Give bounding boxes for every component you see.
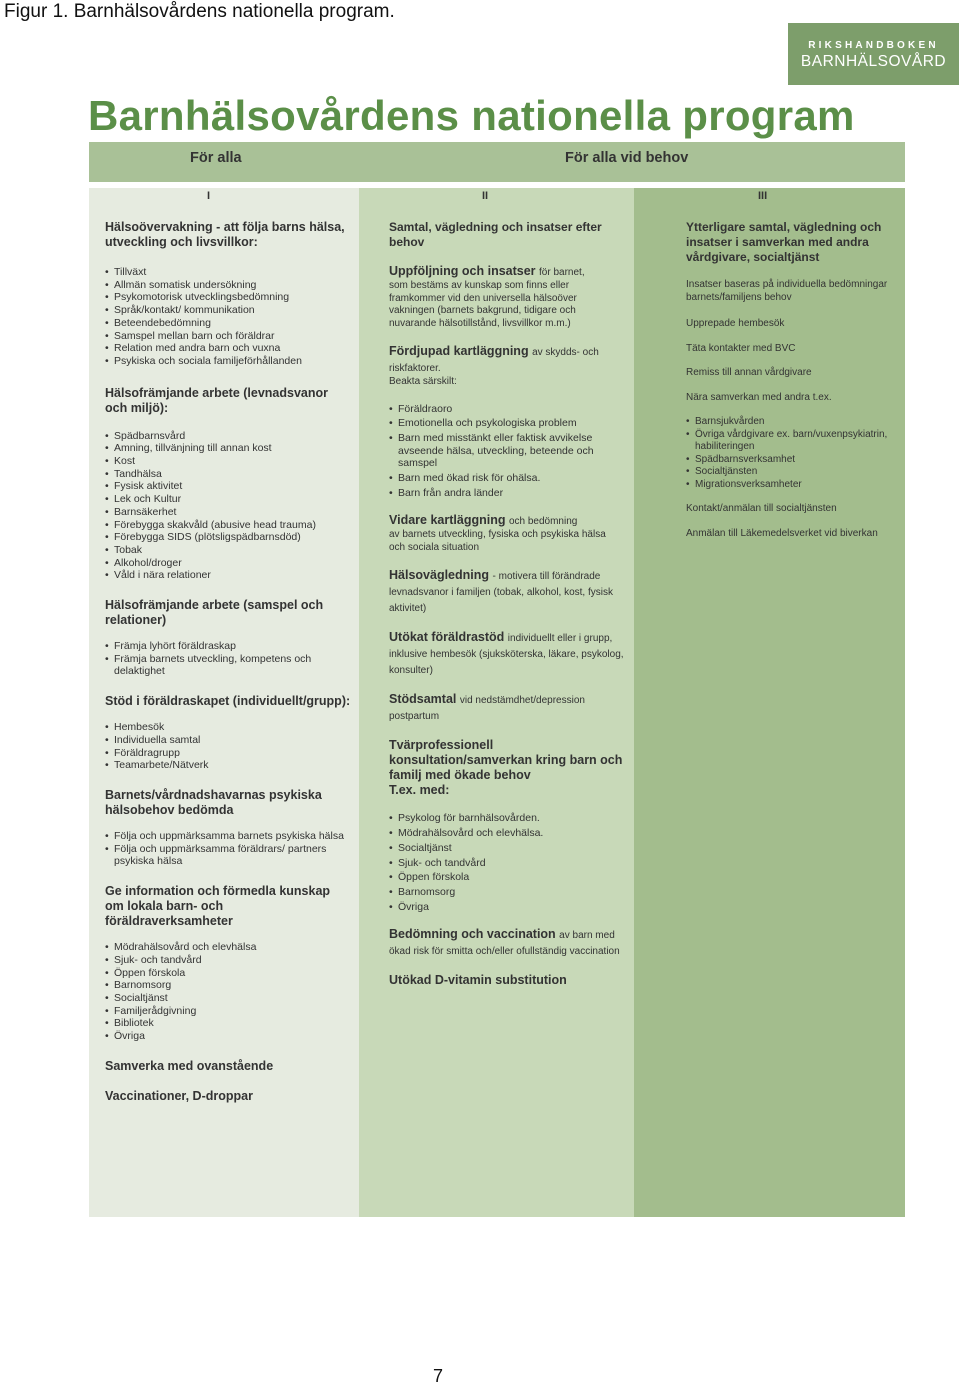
heading-sub: - motivera till förändrade levnadsvanor i familjen (tobak, alkohol, kost, fysisk aktivitet): [389, 571, 613, 615]
col2-section-heading: [389, 264, 624, 280]
heading-sub: för barnet,: [539, 267, 585, 278]
col1-list-5: [105, 830, 351, 868]
col1-section-heading: Vaccinationer, D-droppar: [105, 1088, 253, 1103]
list-item: • Språk/kontakt/ kommunikation: [105, 304, 351, 317]
column-universal: [89, 188, 359, 1217]
list-item: • Teamarbete/Nätverk: [105, 759, 351, 772]
heading-text: Bedömning och vaccination: [389, 927, 556, 942]
column-extended: [634, 188, 905, 1217]
list-item: • Följa och uppmärksamma barnets psykiska hälsa: [105, 830, 351, 843]
list-item: • Allmän somatisk undersökning: [105, 279, 351, 292]
col2-section-heading: [389, 513, 624, 529]
list-item: • Våld i nära relationer: [105, 569, 351, 582]
heading-text: Fördjupad kartläggning: [389, 344, 529, 358]
list-item: • Barn från andra länder: [389, 487, 624, 500]
col1-section-heading: Samverka med ovanstående: [105, 1058, 274, 1073]
list-item: • Bibliotek: [105, 1017, 351, 1030]
list-item: • Samspel mellan barn och föräldrar: [105, 330, 351, 343]
header-for-alla-vid-behov: För alla vid behov: [565, 150, 689, 166]
list-item: • Psykomotorisk utvecklingsbedömning: [105, 291, 351, 304]
rikshandboken-logo: [788, 23, 959, 85]
heading-sub: och bedömning: [508, 516, 578, 528]
list-item: • Tillväxt: [105, 266, 351, 279]
program-title: Barnhälsovårdens nationella program: [88, 92, 855, 139]
list-item: • Psykiska och sociala familjeförhållanden: [105, 355, 351, 368]
list-item: • Emotionella och psykologiska problem: [389, 417, 624, 430]
col2-paragraph: Beakta särskilt:: [389, 376, 457, 387]
col1-section-heading: Hälsofrämjande arbete (levnadsvanor och miljö):: [105, 385, 328, 415]
list-item: • Främja lyhört föräldraskap: [105, 640, 351, 653]
list-item: • Beteendebedömning: [105, 317, 351, 330]
list-item: • Spädbarnsverksamhet: [686, 454, 897, 467]
list-item: • Övriga vårdgivare ex. barn/vuxenpsykiatrin, habiliteringen: [686, 429, 897, 454]
list-item: • Sjuk- och tandvård: [105, 954, 351, 967]
col3-paragraph: Kontakt/anmälan till socialtjänsten: [686, 503, 837, 514]
list-item: • Alkohol/droger: [105, 557, 351, 570]
list-item: • Följa och uppmärksamma föräldrars/ partners psykiska hälsa: [105, 843, 351, 868]
heading-sub: individuellt eller i grupp, inklusive hembesök (sjuksköterska, läkare, psykolog, konsulter): [389, 633, 624, 677]
col3-paragraph: Anmälan till Läkemedelsverket vid biverkan: [686, 527, 878, 539]
col2-list-2: [389, 812, 624, 913]
list-item: • Mödrahälsovård och elevhälsa.: [389, 827, 624, 840]
col1-list-4: [105, 721, 351, 772]
col3-paragraph: Upprepade hembesök: [686, 318, 785, 329]
list-item: • Migrationsverksamheter: [686, 479, 897, 492]
col1-list-2: [105, 430, 351, 582]
roman-numeral-2: II: [482, 190, 489, 202]
list-item: • Familjerådgivning: [105, 1005, 351, 1018]
list-item: • Spädbarnsvård: [105, 430, 351, 443]
col2-paragraph: av barnets utveckling, fysiska och psykiska hälsa och sociala situation: [389, 529, 606, 553]
col1-section-heading: Hälsoövervakning - att följa barns hälsa, utveckling och livsvillkor:: [105, 220, 345, 249]
heading-sub: av barn med ökad risk för smitta och/eller ofullständig vaccination: [389, 930, 620, 958]
col2-section-heading: [389, 630, 624, 678]
list-item: • Barn med misstänkt eller faktisk avvikelse avseende hälsa, utveckling, beteende och samspel: [389, 432, 624, 470]
list-item: • Amning, tillvänjning till annan kost: [105, 442, 351, 455]
heading-sub: av skydds- och riskfaktorer.: [389, 347, 599, 374]
heading-text: Uppföljning och insatser: [389, 264, 536, 278]
col3-paragraph: Nära samverkan med andra t.ex.: [686, 391, 832, 403]
col3-paragraph: Insatser baseras på individuella bedömningar barnets/familjens behov: [686, 279, 888, 303]
list-item: • Lek och Kultur: [105, 493, 351, 506]
col3-list: [686, 416, 897, 491]
col1-list-6: [105, 941, 351, 1043]
list-item: • Barnomsorg: [389, 886, 624, 899]
list-item: • Barnsäkerhet: [105, 506, 351, 519]
list-item: • Förebygga SIDS (plötsligspädbarnsdöd): [105, 531, 351, 544]
list-item: • Socialtjänst: [105, 992, 351, 1005]
header-for-alla: För alla: [190, 150, 242, 166]
heading-text: Vidare kartläggning: [389, 513, 506, 528]
heading-text: Stödsamtal: [389, 692, 457, 707]
logo-bottom-text: BARNHÄLSOVÅRD: [800, 53, 947, 70]
heading-text: Hälsovägledning: [389, 568, 490, 583]
list-item: • Övriga: [389, 901, 624, 914]
col2-paragraph: som bestäms av kunskap som finns eller framkommer vid den universella hälsoöver vakningen (barnets bakgrund, tidigare och nuvarande hälsotillstånd, livsvillkor m.m.): [389, 280, 577, 329]
list-item: • Öppen förskola: [105, 967, 351, 980]
col2-content: [389, 220, 624, 988]
col1-list-1: [105, 266, 351, 368]
col2-section-heading: [389, 344, 624, 376]
col2-section-heading: Utökad D-vitamin substitution: [389, 973, 567, 988]
list-item: • Tobak: [105, 544, 351, 557]
col1-section-heading: Barnets/vårdnadshavarnas psykiska hälsobehov bedömda: [105, 787, 322, 817]
list-item: • Barnsjukvården: [686, 416, 897, 429]
col1-content: [105, 220, 351, 1104]
list-item: • Öppen förskola: [389, 871, 624, 884]
col2-section-heading: [389, 927, 624, 959]
col2-section-heading: [389, 568, 624, 616]
heading-sub: vid nedstämdhet/depression postpartum: [389, 695, 585, 723]
list-item: • Sjuk- och tandvård: [389, 857, 624, 870]
figure-caption: Figur 1. Barnhälsovårdens nationella program.: [4, 1, 395, 22]
col2-section-heading: Samtal, vägledning och insatser efter behov: [389, 220, 602, 249]
page-number: 7: [433, 1366, 444, 1386]
list-item: • Socialtjänsten: [686, 466, 897, 479]
list-item: • Föräldragrupp: [105, 747, 351, 760]
list-item: • Främja barnets utveckling, kompetens och delaktighet: [105, 653, 351, 678]
list-item: • Kost: [105, 455, 351, 468]
col2-section-heading: Tvärprofessionell konsultation/samverkan kring barn och familj med ökade behov: [389, 738, 623, 783]
col2-subheading: T.ex. med:: [389, 783, 450, 798]
list-item: • Individuella samtal: [105, 734, 351, 747]
roman-numeral-3: III: [758, 190, 768, 202]
list-item: • Socialtjänst: [389, 842, 624, 855]
list-item: • Barn med ökad risk för ohälsa.: [389, 472, 624, 485]
list-item: • Fysisk aktivitet: [105, 480, 351, 493]
list-item: • Övriga: [105, 1030, 351, 1043]
col3-paragraph: Täta kontakter med BVC: [686, 342, 796, 354]
list-item: • Hembesök: [105, 721, 351, 734]
header-bar: [89, 142, 905, 182]
column-targeted: [359, 188, 634, 1217]
col3-section-heading: Ytterligare samtal, vägledning och insatser i samverkan med andra vårdgivare, socialtjänst: [686, 220, 882, 264]
col3-content: [686, 220, 897, 540]
list-item: • Barnomsorg: [105, 979, 351, 992]
col2-list-1: [389, 403, 624, 500]
col3-paragraph: Remiss till annan vårdgivare: [686, 367, 812, 378]
list-item: • Mödrahälsovård och elevhälsa: [105, 941, 351, 954]
col1-section-heading: Stöd i föräldraskapet (individuellt/grupp):: [105, 694, 351, 709]
col1-section-heading: Ge information och förmedla kunskap om lokala barn- och föräldraverksamheter: [105, 884, 331, 929]
col1-section-heading: Hälsofrämjande arbete (samspel och relationer): [105, 598, 324, 628]
list-item: • Relation med andra barn och vuxna: [105, 342, 351, 355]
list-item: • Förebygga skakvåld (abusive head trauma): [105, 519, 351, 532]
list-item: • Psykolog för barnhälsovården.: [389, 812, 624, 825]
logo-top-text: RIKSHANDBOKEN: [808, 40, 939, 51]
col2-section-heading: [389, 692, 624, 724]
heading-text: Utökat föräldrastöd: [389, 630, 505, 645]
list-item: • Tandhälsa: [105, 468, 351, 481]
roman-numeral-1: I: [207, 190, 211, 202]
col1-list-3: [105, 640, 351, 678]
list-item: • Föräldraoro: [389, 403, 624, 416]
